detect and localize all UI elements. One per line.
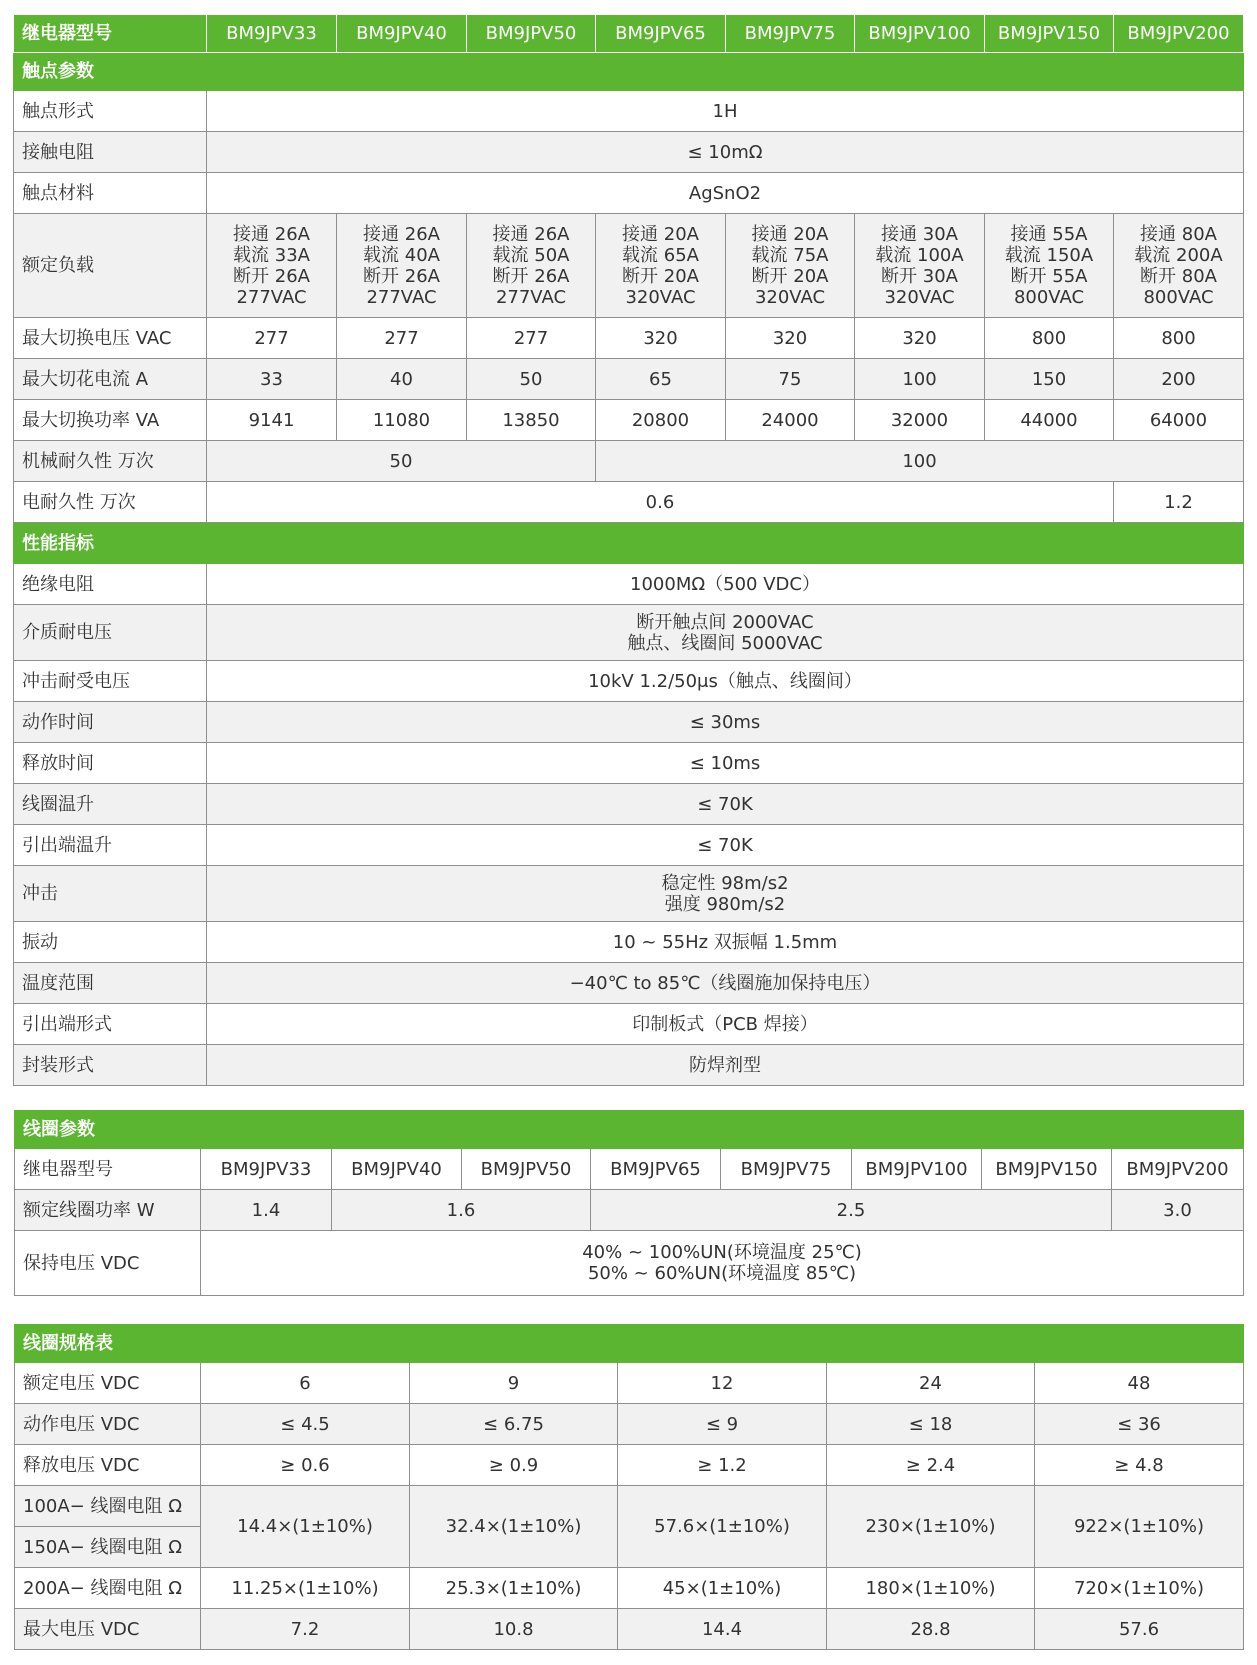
model-header-cell: BM9JPV65 [596,15,726,53]
row-label: 动作时间 [14,702,207,743]
rated-load-cell: 接通 26A 载流 50A 断开 26A 277VAC [467,214,596,318]
row-label: 最大切换电压 VAC [14,318,207,359]
model-header-row [14,15,1244,53]
row-label: 线圈温升 [14,784,207,825]
cell: 24 [827,1363,1035,1404]
table-row [14,922,1244,963]
row-label: 引出端形式 [14,1004,207,1045]
table-row [15,1486,1244,1527]
section-title-coil-spec: 线圈规格表 [15,1325,1244,1363]
row-value: ≤ 10ms [207,743,1244,784]
table-row [14,825,1244,866]
cell: 7.2 [201,1609,410,1650]
cell: 25.3×(1±10%) [410,1568,618,1609]
table-row [15,1363,1244,1404]
cell: 277 [207,318,337,359]
row-value: 断开触点间 2000VAC 触点、线圈间 5000VAC [207,605,1244,661]
table-row [15,1149,1244,1190]
model-cell: BM9JPV150 [982,1149,1112,1190]
cell: ≥ 0.6 [201,1445,410,1486]
row-value: 稳定性 98m/s2 强度 980m/s2 [207,866,1244,922]
row-label: 额定线圈功率 W [15,1190,201,1231]
model-cell: BM9JPV65 [591,1149,721,1190]
cell: 75 [726,359,855,400]
model-header-cell: BM9JPV75 [726,15,855,53]
model-header-cell: BM9JPV33 [207,15,337,53]
cell: ≥ 0.9 [410,1445,618,1486]
row-value: ≤ 30ms [207,702,1244,743]
row-value: ≤ 70K [207,784,1244,825]
row-label: 最大切花电流 A [14,359,207,400]
section-title-contact: 触点参数 [14,53,1244,91]
model-header-cell: BM9JPV200 [1114,15,1244,53]
cell: ≥ 1.2 [618,1445,827,1486]
cell: 32.4×(1±10%) [410,1486,618,1568]
section-title-coil: 线圈参数 [15,1111,1244,1149]
rated-load-cell: 接通 30A 载流 100A 断开 30A 320VAC [855,214,985,318]
coil-parameters-table [14,1110,1244,1296]
cell: 100 [855,359,985,400]
cell: 28.8 [827,1609,1035,1650]
row-value: ≤ 70K [207,825,1244,866]
row-label: 最大切换功率 VA [14,400,207,441]
cell: 320 [855,318,985,359]
row-value: 1H [207,91,1244,132]
cell: 11.25×(1±10%) [201,1568,410,1609]
cell: 1.2 [1114,482,1244,523]
table-row [14,661,1244,702]
coil-spec-table [14,1324,1244,1650]
rated-load-cell: 接通 20A 载流 65A 断开 20A 320VAC [596,214,726,318]
model-header-cell: BM9JPV100 [855,15,985,53]
row-value: 40% ~ 100%UN(环境温度 25℃) 50% ~ 60%UN(环境温度 85℃) [201,1231,1244,1296]
cell: ≥ 2.4 [827,1445,1035,1486]
cell: 33 [207,359,337,400]
cell: 1.4 [201,1190,332,1231]
cell: ≤ 6.75 [410,1404,618,1445]
relay-parameters-table [13,14,1244,1086]
table-row [14,743,1244,784]
table-row [15,1445,1244,1486]
row-label: 介质耐电压 [14,605,207,661]
row-label: 冲击耐受电压 [14,661,207,702]
row-label: 绝缘电阻 [14,564,207,605]
row-label: 振动 [14,922,207,963]
cell: 65 [596,359,726,400]
cell: 180×(1±10%) [827,1568,1035,1609]
table-row [14,441,1244,482]
row-label: 200A− 线圈电阻 Ω [15,1568,201,1609]
table-row [15,1404,1244,1445]
row-value: −40℃ to 85℃（线圈施加保持电压） [207,963,1244,1004]
model-header-cell: BM9JPV50 [467,15,596,53]
table-row [15,1568,1244,1609]
cell: 40 [337,359,467,400]
row-label: 额定电压 VDC [15,1363,201,1404]
table-row [15,1190,1244,1231]
row-label: 温度范围 [14,963,207,1004]
model-header-cell: BM9JPV150 [985,15,1114,53]
row-value: 10kV 1.2/50μs（触点、线圈间） [207,661,1244,702]
cell: 9141 [207,400,337,441]
table-row [14,91,1244,132]
cell: 45×(1±10%) [618,1568,827,1609]
table-row [14,1004,1244,1045]
cell: ≥ 4.8 [1035,1445,1244,1486]
cell: 320 [596,318,726,359]
row-value: 1000MΩ（500 VDC） [207,564,1244,605]
rated-load-cell: 接通 20A 载流 75A 断开 20A 320VAC [726,214,855,318]
row-label: 电耐久性 万次 [14,482,207,523]
row-label: 150A− 线圈电阻 Ω [15,1527,201,1568]
cell: 9 [410,1363,618,1404]
cell: 0.6 [207,482,1114,523]
row-label: 继电器型号 [15,1149,201,1190]
cell: 200 [1114,359,1244,400]
cell: ≤ 18 [827,1404,1035,1445]
cell: 24000 [726,400,855,441]
cell: 44000 [985,400,1114,441]
row-value: AgSnO2 [207,173,1244,214]
cell: 11080 [337,400,467,441]
row-label: 保持电压 VDC [15,1231,201,1296]
cell: 32000 [855,400,985,441]
model-cell: BM9JPV33 [201,1149,332,1190]
cell: 277 [337,318,467,359]
cell: 10.8 [410,1609,618,1650]
section-title-performance: 性能指标 [14,523,1244,564]
row-label: 释放电压 VDC [15,1445,201,1486]
row-label: 冲击 [14,866,207,922]
row-value: ≤ 10mΩ [207,132,1244,173]
row-label: 机械耐久性 万次 [14,441,207,482]
table-row [14,702,1244,743]
row-value: 印制板式（PCB 焊接） [207,1004,1244,1045]
cell: 20800 [596,400,726,441]
cell: 150 [985,359,1114,400]
row-label: 100A− 线圈电阻 Ω [15,1486,201,1527]
cell: 14.4 [618,1609,827,1650]
row-label: 封装形式 [14,1045,207,1086]
cell: ≤ 9 [618,1404,827,1445]
table-row [14,132,1244,173]
rated-load-cell: 接通 26A 载流 40A 断开 26A 277VAC [337,214,467,318]
cell: ≤ 36 [1035,1404,1244,1445]
table-row [14,482,1244,523]
cell: 320 [726,318,855,359]
cell: 2.5 [591,1190,1112,1231]
row-label: 触点形式 [14,91,207,132]
cell: 1.6 [332,1190,591,1231]
row-label: 接触电阻 [14,132,207,173]
model-header-cell: BM9JPV40 [337,15,467,53]
row-value: 防焊剂型 [207,1045,1244,1086]
model-cell: BM9JPV50 [462,1149,591,1190]
rated-load-cell: 接通 26A 载流 33A 断开 26A 277VAC [207,214,337,318]
rated-load-cell: 接通 80A 载流 200A 断开 80A 800VAC [1114,214,1244,318]
cell: 800 [985,318,1114,359]
table-row [14,359,1244,400]
model-cell: BM9JPV40 [332,1149,462,1190]
model-cell: BM9JPV75 [721,1149,852,1190]
cell: 100 [596,441,1244,482]
table-row [14,173,1244,214]
cell: 57.6 [1035,1609,1244,1650]
cell: 922×(1±10%) [1035,1486,1244,1568]
model-label: 继电器型号 [14,15,207,53]
row-label: 引出端温升 [14,825,207,866]
cell: 14.4×(1±10%) [201,1486,410,1568]
row-label: 最大电压 VDC [15,1609,201,1650]
model-cell: BM9JPV100 [852,1149,982,1190]
cell: 800 [1114,318,1244,359]
table-row [14,963,1244,1004]
table-row [14,400,1244,441]
row-label: 额定负载 [14,214,207,318]
table-row [14,1045,1244,1086]
table-row [15,1231,1244,1296]
table-row [14,605,1244,661]
model-cell: BM9JPV200 [1112,1149,1244,1190]
cell: 57.6×(1±10%) [618,1486,827,1568]
cell: ≤ 4.5 [201,1404,410,1445]
rated-load-cell: 接通 55A 载流 150A 断开 55A 800VAC [985,214,1114,318]
cell: 720×(1±10%) [1035,1568,1244,1609]
cell: 13850 [467,400,596,441]
row-label: 触点材料 [14,173,207,214]
cell: 12 [618,1363,827,1404]
cell: 277 [467,318,596,359]
table-row [15,1609,1244,1650]
cell: 3.0 [1112,1190,1244,1231]
cell: 50 [207,441,596,482]
table-row [14,214,1244,318]
table-row [14,866,1244,922]
row-label: 动作电压 VDC [15,1404,201,1445]
row-label: 释放时间 [14,743,207,784]
cell: 48 [1035,1363,1244,1404]
cell: 6 [201,1363,410,1404]
table-row [14,564,1244,605]
cell: 64000 [1114,400,1244,441]
table-row [14,784,1244,825]
cell: 230×(1±10%) [827,1486,1035,1568]
cell: 50 [467,359,596,400]
table-row [14,318,1244,359]
row-value: 10 ~ 55Hz 双振幅 1.5mm [207,922,1244,963]
